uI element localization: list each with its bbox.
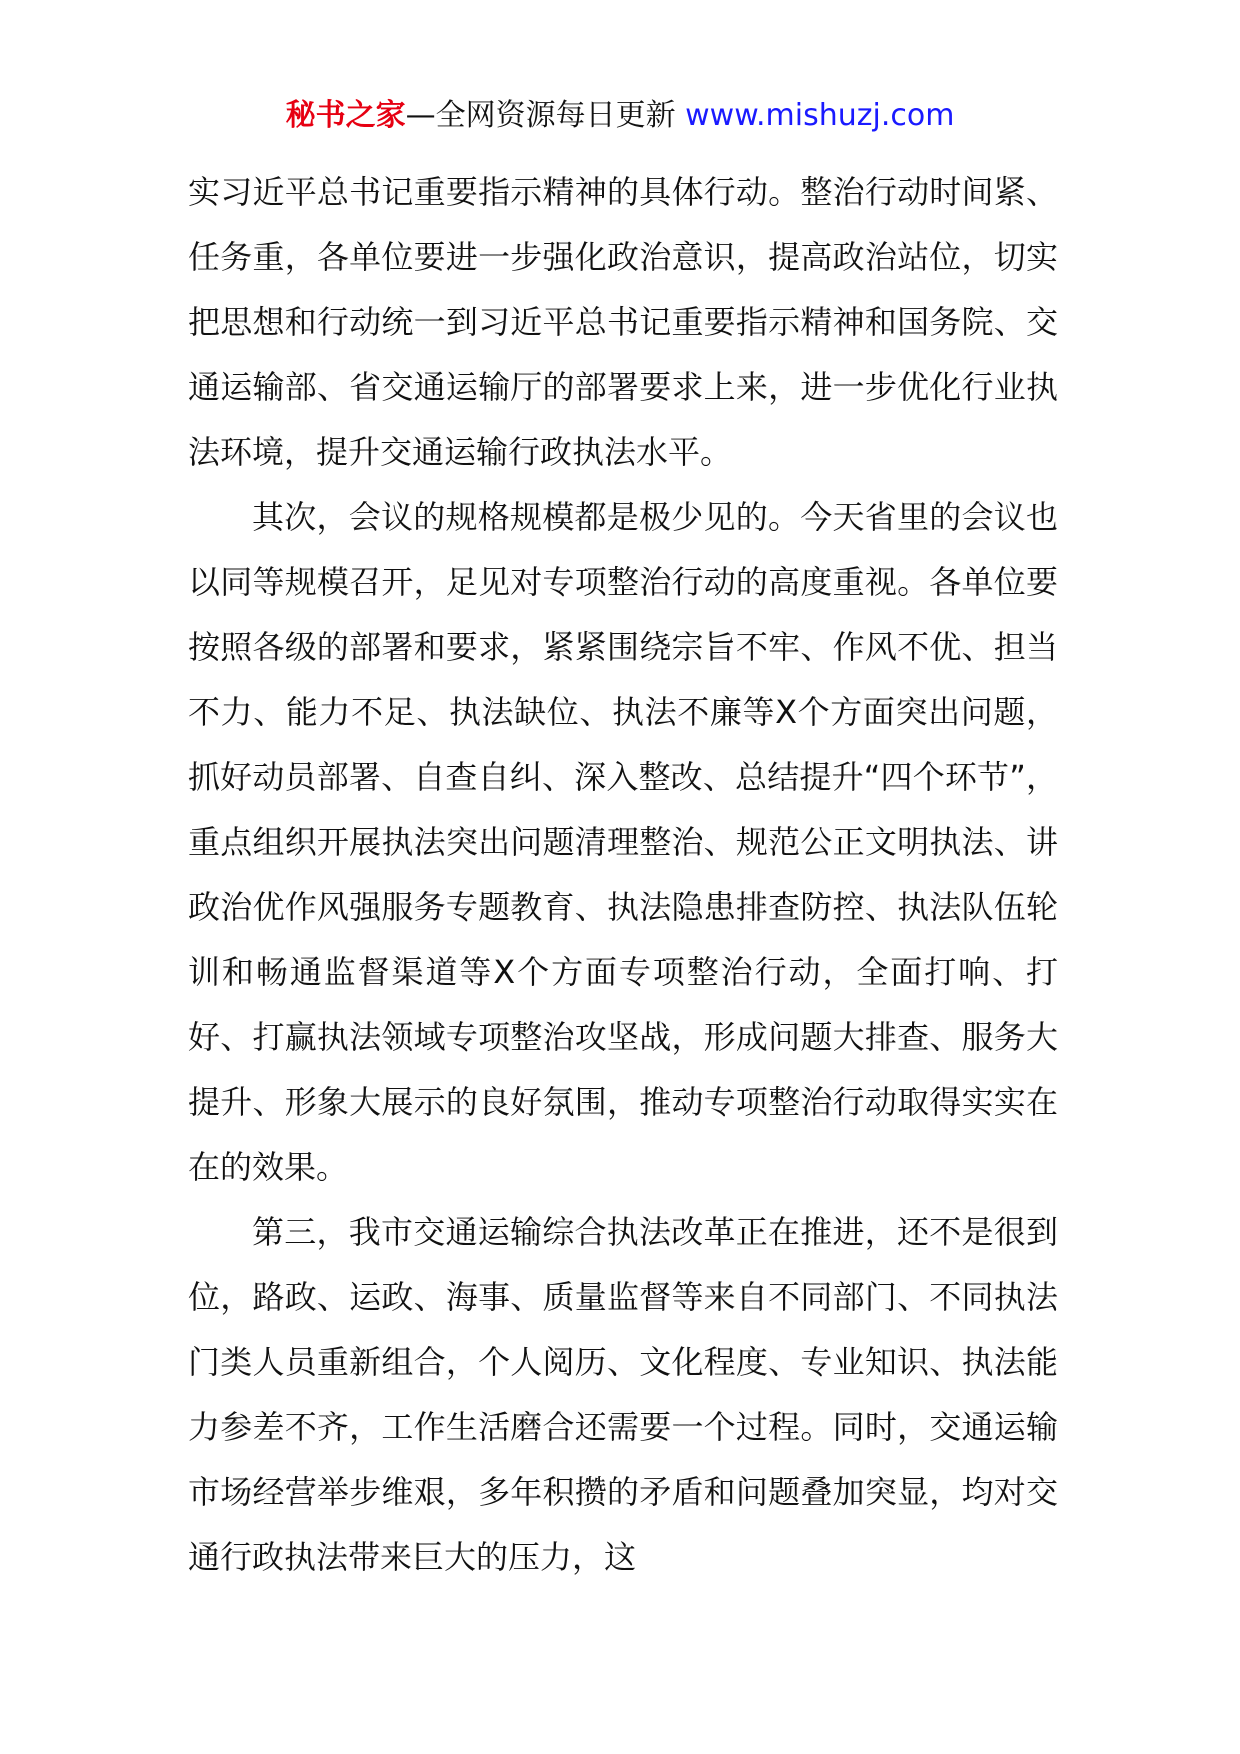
site-brand: 秘书之家 [285, 98, 406, 133]
paragraph-third: 第三，我市交通运输综合执法改革正在推进，还不是很到位，路政、运政、海事、质量监督等来自不同部门、不同执法门类人员重新组合，个人阅历、文化程度、专业知识、执法能力参差不齐，工作生活磨合还需要一个过程。同时，交通运输市场经营举步维艰，多年积攒的矛盾和问题叠加突显，均对交通行政执法带来巨大的压力，这 [188, 1213, 1058, 1576]
site-header [0, 96, 1240, 136]
paragraph-second: 其次，会议的规格规模都是极少见的。今天省里的会议也以同等规模召开，足见对专项整治行动的高度重视。各单位要按照各级的部署和要求，紧紧围绕宗旨不牢、作风不优、担当不力、能力不足、执法缺位、执法不廉等X个方面突出问题，抓好动员部署、自查自纠、深入整改、总结提升“四个环节”，重点组织开展执法突出问题清理整治、规范公正文明执法、讲政治优作风强服务专题教育、执法隐患排查防控、执法队伍轮训和畅通监督渠道等X个方面专项整治行动，全面打响、打好、打赢执法领域专项整治攻坚战，形成问题大排查、服务大提升、形象大展示的良好氛围，推动专项整治行动取得实实在在的效果。 [188, 498, 1058, 1186]
site-tagline: —全网资源每日更新 [405, 98, 686, 133]
paragraph-continued: 实习近平总书记重要指示精神的具体行动。整治行动时间紧、任务重，各单位要进一步强化政治意识，提高政治站位，切实把思想和行动统一到习近平总书记重要指示精神和国务院、交通运输部、省交通运输厅的部署要求上来，进一步优化行业执法环境，提升交通运输行政执法水平。 [188, 173, 1058, 471]
document-body [188, 160, 1058, 1590]
site-url-link[interactable]: www.mishuzj.com [685, 98, 955, 133]
